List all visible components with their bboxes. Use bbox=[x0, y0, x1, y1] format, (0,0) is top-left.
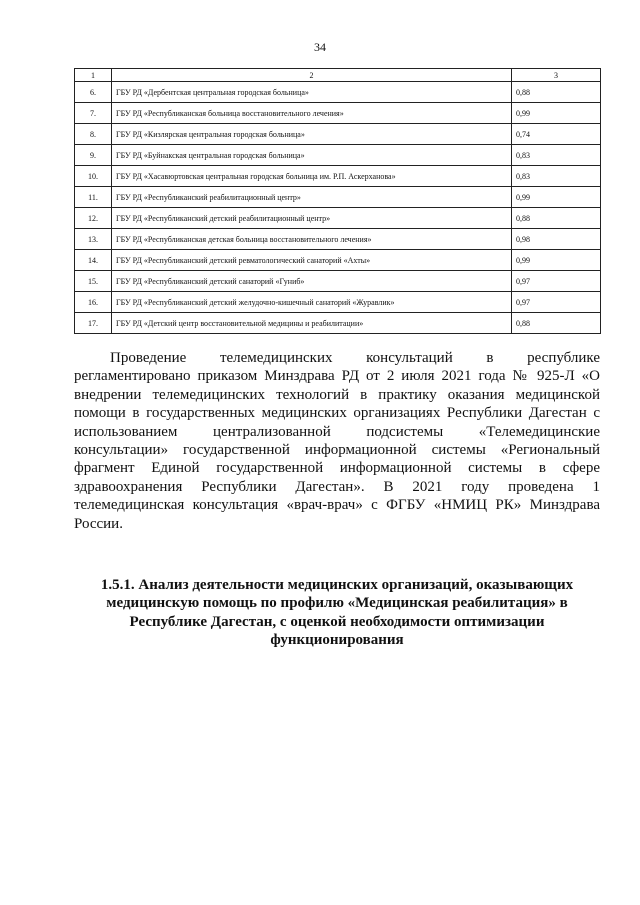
organization-name-cell: ГБУ РД «Буйнакская центральная городская больница» bbox=[112, 145, 512, 166]
coefficient-cell: 0,88 bbox=[512, 82, 601, 103]
row-number-cell: 11. bbox=[75, 187, 112, 208]
row-number-cell: 7. bbox=[75, 103, 112, 124]
table-row bbox=[75, 271, 601, 292]
organization-name-cell: ГБУ РД «Республиканская детская больница восстановительного лечения» bbox=[112, 229, 512, 250]
section-heading-line: функционирования bbox=[270, 632, 404, 649]
organization-name-cell: ГБУ РД «Дербентская центральная городская больница» bbox=[112, 82, 512, 103]
organization-name-cell: ГБУ РД «Республиканский реабилитационный центр» bbox=[112, 187, 512, 208]
row-number-cell: 9. bbox=[75, 145, 112, 166]
table-row bbox=[75, 208, 601, 229]
table-row bbox=[75, 103, 601, 124]
row-number-cell: 12. bbox=[75, 208, 112, 229]
header-col-3: 3 bbox=[512, 69, 601, 82]
table-row bbox=[75, 187, 601, 208]
organization-name-cell: ГБУ РД «Республиканский детский ревматологический санаторий «Ахты» bbox=[112, 250, 512, 271]
coefficient-cell: 0,88 bbox=[512, 208, 601, 229]
table-row bbox=[75, 229, 601, 250]
coefficient-cell: 0,83 bbox=[512, 166, 601, 187]
table-row bbox=[75, 250, 601, 271]
coefficient-cell: 0,99 bbox=[512, 103, 601, 124]
coefficient-cell: 0,99 bbox=[512, 250, 601, 271]
row-number-cell: 6. bbox=[75, 82, 112, 103]
section-heading-line: Республике Дагестан, с оценкой необходимости оптимизации bbox=[129, 613, 545, 630]
row-number-cell: 14. bbox=[75, 250, 112, 271]
table-row bbox=[75, 166, 601, 187]
coefficient-cell: 0,88 bbox=[512, 313, 601, 334]
header-col-2: 2 bbox=[112, 69, 512, 82]
header-col-1: 1 bbox=[75, 69, 112, 82]
row-number-cell: 8. bbox=[75, 124, 112, 145]
section-heading-line: 1.5.1. Анализ деятельности медицинских организаций, оказывающих bbox=[100, 577, 574, 593]
coefficient-cell: 0,83 bbox=[512, 145, 601, 166]
coefficient-cell: 0,97 bbox=[512, 271, 601, 292]
row-number-cell: 16. bbox=[75, 292, 112, 313]
row-number-cell: 17. bbox=[75, 313, 112, 334]
coefficient-cell: 0,98 bbox=[512, 229, 601, 250]
organization-name-cell: ГБУ РД «Республиканский детский реабилитационный центр» bbox=[112, 208, 512, 229]
coefficient-cell: 0,99 bbox=[512, 187, 601, 208]
coefficient-cell: 0,97 bbox=[512, 292, 601, 313]
section-heading-line: медицинскую помощь по профилю «Медицинская реабилитация» в bbox=[106, 595, 568, 612]
body-paragraph: Проведение телемедицинских консультаций в республике регламентировано приказом Минздрава РД от 2 июля 2021 года № 925-Л «О внедрении телемедицинских технологий в практику оказания медицинской помощи в государственных медицинских организациях Республики Дагестан с использованием централизованной подсистемы «Телемедицинские консультации» государственной информационной системы «Региональный фрагмент Единой государственной информационной системы в сфере здравоохранения Республики Дагестан». В 2021 году проведена 1 телемедицинская консультация «врач-врач» с ФГБУ «НМИЦ РК» Минздрава России. bbox=[74, 350, 600, 532]
table-row bbox=[75, 82, 601, 103]
table-row bbox=[75, 145, 601, 166]
table-row bbox=[75, 292, 601, 313]
table-header-row bbox=[75, 69, 601, 82]
organization-name-cell: ГБУ РД «Республиканская больница восстановительного лечения» bbox=[112, 103, 512, 124]
row-number-cell: 10. bbox=[75, 166, 112, 187]
row-number-cell: 13. bbox=[75, 229, 112, 250]
coefficient-cell: 0,74 bbox=[512, 124, 601, 145]
table-row bbox=[75, 313, 601, 334]
table-row bbox=[75, 124, 601, 145]
row-number-cell: 15. bbox=[75, 271, 112, 292]
organization-name-cell: ГБУ РД «Республиканский детский санаторий «Гуниб» bbox=[112, 271, 512, 292]
organization-name-cell: ГБУ РД «Республиканский детский желудочно-кишечный санаторий «Журавлик» bbox=[112, 292, 512, 313]
page-number: 34 bbox=[314, 40, 326, 54]
organizations-table bbox=[74, 68, 601, 334]
organization-name-cell: ГБУ РД «Хасавюртовская центральная городская больница им. Р.П. Аскерханова» bbox=[112, 166, 512, 187]
section-heading bbox=[74, 576, 600, 650]
organization-name-cell: ГБУ РД «Детский центр восстановительной медицины и реабилитации» bbox=[112, 313, 512, 334]
organization-name-cell: ГБУ РД «Кизлярская центральная городская больница» bbox=[112, 124, 512, 145]
